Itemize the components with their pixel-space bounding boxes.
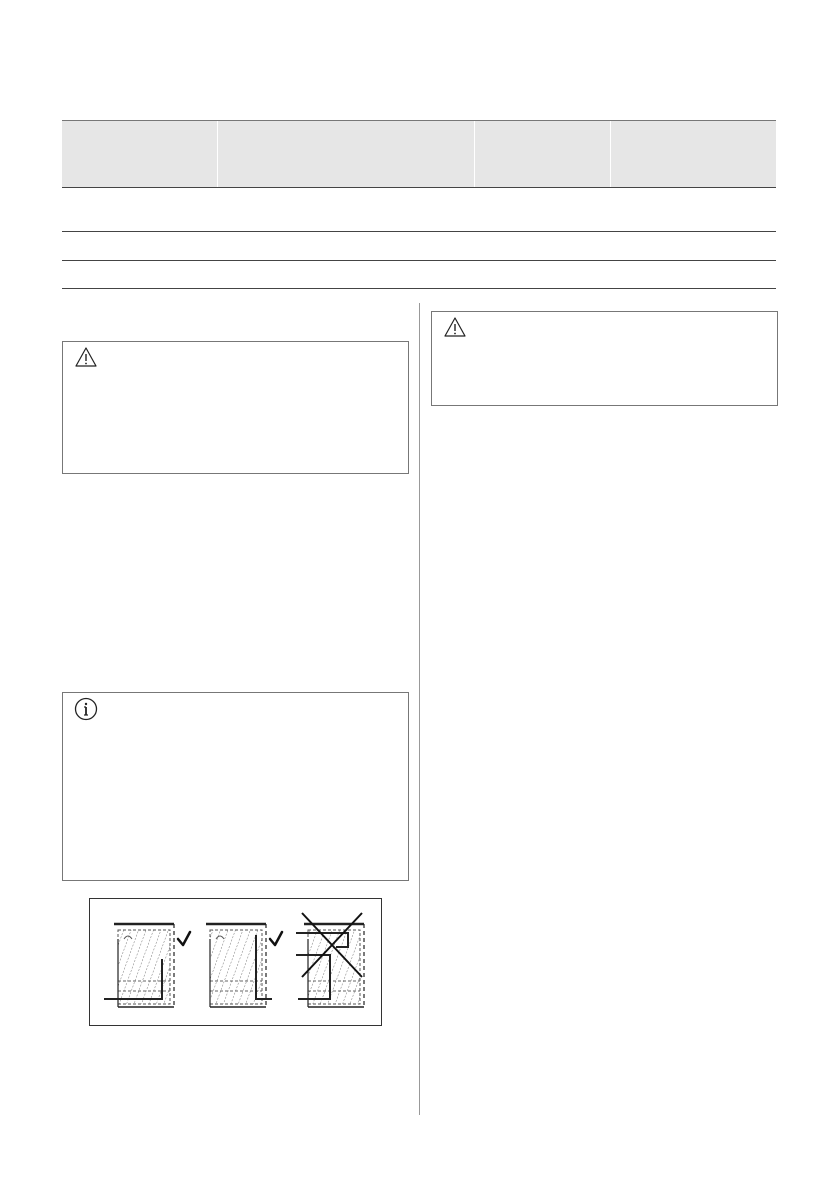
table-row-divider — [62, 231, 776, 232]
warning-box-left — [62, 341, 409, 474]
panel-correct-2 — [206, 924, 272, 1007]
checkmark-icon — [178, 932, 190, 945]
table-row-divider — [62, 260, 776, 261]
warning-triangle-icon — [444, 317, 466, 337]
info-box — [62, 692, 409, 881]
table-header-cell — [610, 121, 777, 187]
checkmark-icon — [270, 932, 282, 945]
panel-correct-1 — [104, 924, 174, 1007]
table-row-divider — [62, 288, 776, 289]
table-header-cell — [474, 121, 611, 187]
warning-box-right — [431, 311, 778, 406]
washing-machine-placement-illustration — [90, 899, 381, 1025]
column-divider — [419, 303, 420, 1115]
table-header-cell — [217, 121, 475, 187]
placement-figure — [89, 898, 382, 1026]
warning-triangle-icon — [75, 347, 97, 367]
panel-incorrect — [296, 924, 364, 1007]
table-header — [62, 120, 776, 188]
info-circle-icon — [74, 697, 98, 721]
